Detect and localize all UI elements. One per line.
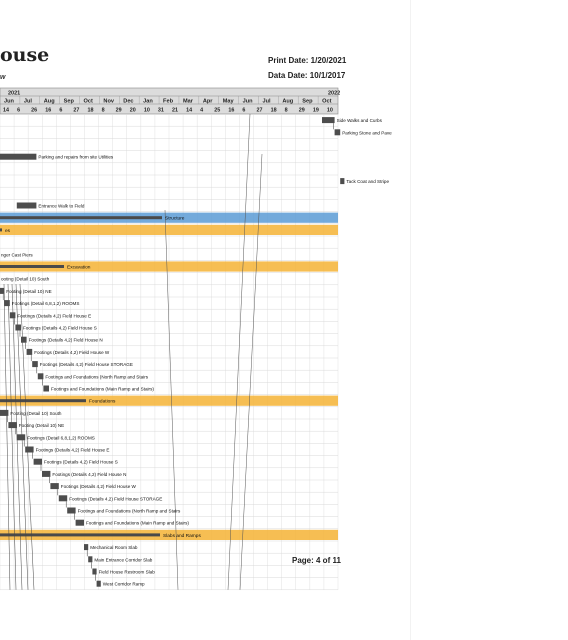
document-title: ouse	[0, 44, 50, 66]
task-label: Footings (Detail 6,8,1,2) ROOMS	[27, 435, 95, 441]
task-bar	[15, 325, 21, 331]
task-bar	[0, 410, 8, 416]
day-label: 10	[326, 107, 333, 114]
task-bar	[340, 178, 344, 184]
task-bar	[88, 556, 92, 562]
summary-band-label: Foundations	[89, 399, 116, 405]
task-bar	[50, 483, 58, 489]
task-label: Entrance Walk to Field	[38, 203, 85, 209]
task-bar	[34, 459, 42, 465]
day-label: 10	[143, 107, 150, 114]
task-bar	[8, 422, 16, 428]
day-label: 16	[228, 107, 235, 114]
task-bar	[0, 288, 4, 294]
task-bar	[59, 495, 67, 501]
task-bar	[335, 129, 341, 135]
task-label: Footings (Details 4,2) Field House E	[35, 447, 110, 453]
task-bar	[42, 471, 50, 477]
summary-band	[0, 225, 338, 235]
day-label: 26	[31, 107, 38, 114]
data-date: Data Date: 10/1/2017	[268, 71, 346, 80]
month-label: Aug	[282, 98, 294, 105]
day-label: 16	[45, 107, 52, 114]
task-bar	[10, 312, 16, 318]
day-label: 6	[17, 107, 21, 114]
task-label: Footings and Foundations (Main Ramp and Stairs)	[51, 386, 154, 392]
day-label: 31	[157, 107, 164, 114]
task-bar	[17, 203, 37, 209]
month-label: Oct	[322, 98, 332, 105]
task-label: ooting (Detail 10) South	[1, 276, 50, 282]
page-number: Page: 4 of 11	[292, 556, 341, 565]
summary-band-label: Excavation	[67, 265, 91, 271]
leader-line	[228, 114, 250, 590]
task-label: Footings (Detail 6,8,1,2) ROOMS	[11, 301, 80, 307]
scan-edge	[410, 0, 411, 640]
day-label: 25	[214, 107, 221, 114]
summary-band-label: es	[5, 228, 11, 234]
summary-band-bar	[0, 228, 2, 231]
task-bar	[17, 434, 25, 440]
month-label: Jun	[242, 98, 253, 105]
month-label: Jan	[143, 98, 153, 105]
task-label: Footings (Details 4,2) Field House STORAGE	[39, 362, 133, 368]
month-label: Apr	[202, 98, 213, 105]
task-label: Footing (Detail 10) NE	[18, 423, 65, 429]
month-label: Mar	[182, 98, 193, 105]
task-bar	[0, 154, 36, 160]
year-label: 2021	[8, 90, 21, 97]
task-label: Footings (Details 4,2) Field House N	[52, 471, 127, 477]
summary-band-bar	[0, 533, 160, 536]
month-label: Dec	[123, 98, 134, 105]
task-label: West Corridor Ramp	[102, 581, 145, 587]
task-bar	[21, 337, 27, 343]
task-label: Footings (Details 4,2) Field House E	[17, 313, 92, 319]
month-label: Sep	[63, 98, 74, 105]
task-bar	[76, 520, 84, 526]
task-bar	[92, 569, 96, 575]
task-label: Parking and repairs from site Utilities	[38, 154, 114, 160]
task-label: Footings (Details 4,2) Field House W	[34, 349, 110, 355]
month-label: Jul	[262, 98, 271, 105]
task-label: Footings and Foundations (North Ramp and Stairs	[45, 374, 149, 380]
task-label: Footings and Foundations (North Ramp and Stairs	[77, 508, 181, 514]
task-bar	[43, 386, 49, 392]
year-label: 2022	[328, 90, 341, 97]
month-label: Jun	[4, 98, 14, 105]
document-subtitle: w	[0, 74, 6, 81]
day-label: 18	[87, 107, 94, 114]
task-label: Main Entrance Corridor Slab	[94, 557, 153, 563]
task-label: Footings (Details 4,2) Field House W	[60, 484, 136, 490]
day-label: 27	[256, 107, 263, 114]
day-label: 6	[59, 107, 63, 114]
day-label: 18	[270, 107, 277, 114]
task-bar	[38, 373, 44, 379]
task-bar	[32, 361, 38, 367]
task-bar	[25, 447, 33, 453]
task-label: Footings (Details 4,2) Field House S	[44, 459, 118, 465]
summary-band-label: Structure	[165, 216, 185, 222]
task-label: Field House Restroom Slab	[98, 569, 155, 575]
task-label: Footing (Detail 10) NE	[6, 288, 52, 294]
month-label: Sep	[302, 98, 313, 105]
month-label: Jul	[23, 98, 32, 105]
day-label: 8	[101, 107, 105, 114]
task-bar	[97, 581, 101, 587]
task-label: Side Walks and Curbs	[336, 118, 382, 124]
day-label: 14	[3, 107, 9, 114]
task-bar	[84, 544, 88, 550]
task-label: Footings (Details 4,2) Field House STORAGE	[69, 496, 163, 502]
task-bar	[67, 508, 75, 514]
summary-band-bar	[0, 265, 64, 268]
month-label: Feb	[163, 98, 174, 105]
month-label: Oct	[83, 98, 93, 105]
day-label: 19	[312, 107, 319, 114]
task-label: Tack Coat and Stripe	[346, 179, 390, 185]
day-label: 29	[298, 107, 305, 114]
task-label: Parking Stone and Pave	[342, 130, 392, 136]
summary-band-label: Slabs and Ramps	[163, 533, 201, 539]
day-label: 20	[129, 107, 136, 114]
day-label: 29	[115, 107, 122, 114]
task-bar	[27, 349, 33, 355]
task-label: Footings (Details 4,2) Field House N	[28, 337, 103, 343]
day-label: 4	[200, 107, 204, 114]
month-label: Nov	[103, 98, 114, 105]
task-label: nger Cast Piers	[1, 252, 33, 258]
summary-band-bar	[0, 216, 162, 219]
month-label: Aug	[43, 98, 55, 105]
print-date: Print Date: 1/20/2021	[268, 56, 347, 65]
task-label: Mechanical Room Slab	[90, 545, 138, 551]
task-bar	[322, 117, 335, 123]
month-label: May	[222, 98, 234, 105]
timeline-header	[0, 88, 340, 114]
summary-band-bar	[0, 399, 86, 402]
day-label: 14	[186, 107, 193, 114]
day-label: 27	[73, 107, 80, 114]
task-label: Footings and Foundations (Main Ramp and Stairs)	[86, 520, 189, 526]
day-label: 8	[284, 107, 288, 114]
day-label: 6	[242, 107, 246, 114]
task-label: Footings (Details 4,2) Field House S	[23, 325, 97, 331]
task-bar	[4, 300, 10, 306]
task-label: Footing (Detail 10) South	[10, 410, 62, 416]
day-label: 21	[172, 107, 178, 114]
